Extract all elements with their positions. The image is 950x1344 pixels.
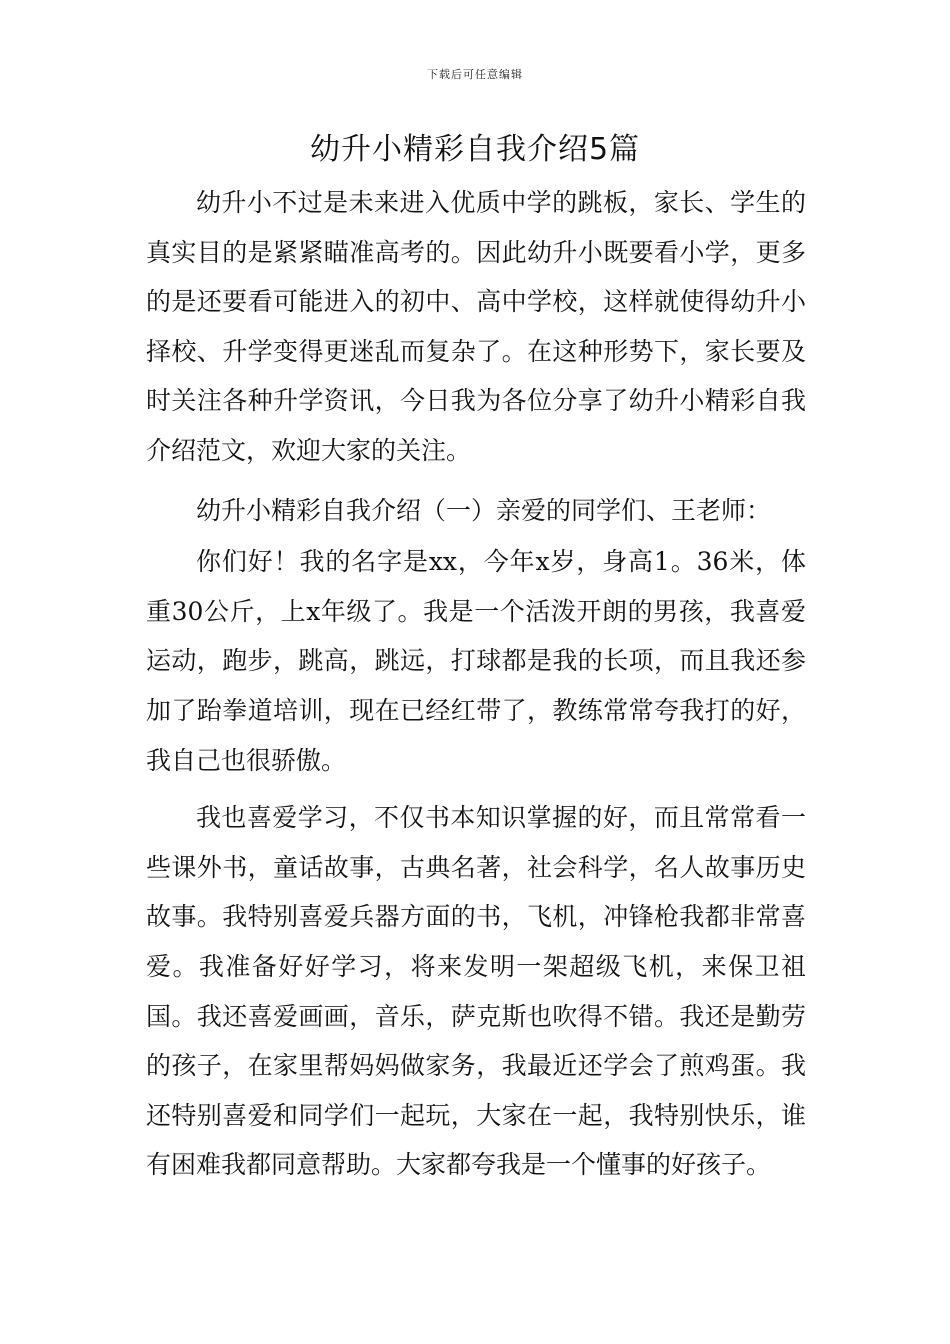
greeting-paragraph: 你们好！我的名字是xx，今年x岁，身高1。36米，体重30公斤，上x年级了。我是一个活泼开朗的男孩，我喜爱运动，跑步，跳高，跳远，打球都是我的长项，而且我还参加了跆拳道培训，现在已经红带了，教练常常夸我打的好，我自己也很骄傲。 <box>146 547 806 775</box>
hobbies-paragraph: 我也喜爱学习，不仅书本知识掌握的好，而且常常看一些课外书，童话故事，古典名著，社会科学，名人故事历史故事。我特别喜爱兵器方面的书，飞机，冲锋枪我都非常喜爱。我准备好好学习，将来发明一架超级飞机，来保卫祖国。我还喜爱画画，音乐，萨克斯也吹得不错。我还是勤劳的孩子，在家里帮妈妈做家务，我最近还学会了煎鸡蛋。我还特别喜爱和同学们一起玩，大家在一起，我特别快乐，谁有困难我都同意帮助。大家都夸我是一个懂事的好孩子。 <box>146 803 806 1180</box>
section-heading-paragraph: 幼升小精彩自我介绍（一）亲爱的同学们、王老师： <box>196 495 772 525</box>
intro-paragraph: 幼升小不过是未来进入优质中学的跳板，家长、学生的真实目的是紧紧瞄准高考的。因此幼升小既要看小学，更多的是还要看可能进入的初中、高中学校，这样就使得幼升小择校、升学变得更迷乱而复杂了。在这种形势下，家长要及时关注各种升学资讯，今日我为各位分享了幼升小精彩自我介绍范文，欢迎大家的关注。 <box>146 188 806 465</box>
document-title: 幼升小精彩自我介绍5篇 <box>309 132 641 167</box>
page-header: 下载后可任意编辑 <box>427 68 523 81</box>
document-body <box>146 178 806 1190</box>
